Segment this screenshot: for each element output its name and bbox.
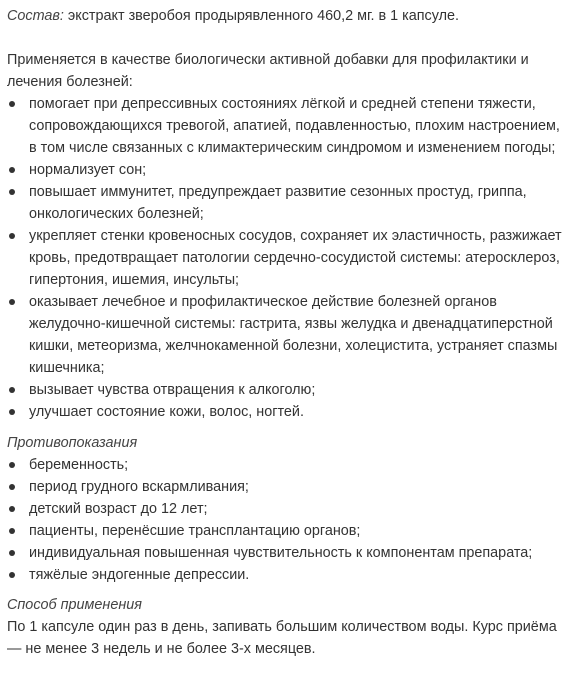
list-item: пациенты, перенёсшие трансплантацию органов;: [7, 520, 571, 542]
list-item: нормализует сон;: [7, 159, 571, 181]
usage-text: По 1 капсуле один раз в день, запивать большим количеством воды. Курс приёма — не менее 3 недель и не более 3-х месяцев.: [7, 619, 557, 657]
list-item: период грудного вскармливания;: [7, 476, 571, 498]
list-item: индивидуальная повышенная чувствительность к компонентам препарата;: [7, 542, 571, 564]
list-item: оказывает лечебное и профилактическое действие болезней органов желудочно-кишечной системы: гастрита, язвы желудка и двенадцатиперстной кишки, метеоризма, желчнокаменной болезни, холецистита, устраняет спазмы кишечника;: [7, 291, 571, 379]
list-item: улучшает состояние кожи, волос, ногтей.: [7, 401, 571, 423]
indications-intro: Применяется в качестве биологически активной добавки для профилактики и лечения болезней:: [7, 52, 529, 90]
indications-list: [7, 93, 571, 423]
list-item: детский возраст до 12 лет;: [7, 498, 571, 520]
composition-label: Состав:: [7, 8, 64, 24]
contraindications-list: [7, 454, 571, 586]
list-item: беременность;: [7, 454, 571, 476]
list-item: укрепляет стенки кровеносных сосудов, сохраняет их эластичность, разжижает кровь, предотвращает патологии сердечно-сосудистой системы: атеросклероз, гипертония, ишемия, инсульты;: [7, 225, 571, 291]
list-item: тяжёлые эндогенные депрессии.: [7, 564, 571, 586]
contraindications-title: Противопоказания: [7, 435, 138, 451]
composition-text: экстракт зверобоя продырявленного 460,2 мг. в 1 капсуле.: [63, 8, 460, 24]
composition-paragraph: [7, 5, 571, 27]
list-item: помогает при депрессивных состояниях лёгкой и средней степени тяжести, сопровождающихся тревогой, апатией, подавленностью, плохим настроением, в том числе связанных с климактерическим синдромом и изменением погоды;: [7, 93, 571, 159]
list-item: вызывает чувства отвращения к алкоголю;: [7, 379, 571, 401]
list-item: повышает иммунитет, предупреждает развитие сезонных простуд, гриппа, онкологических болезней;: [7, 181, 571, 225]
usage-title: Способ применения: [7, 597, 142, 613]
